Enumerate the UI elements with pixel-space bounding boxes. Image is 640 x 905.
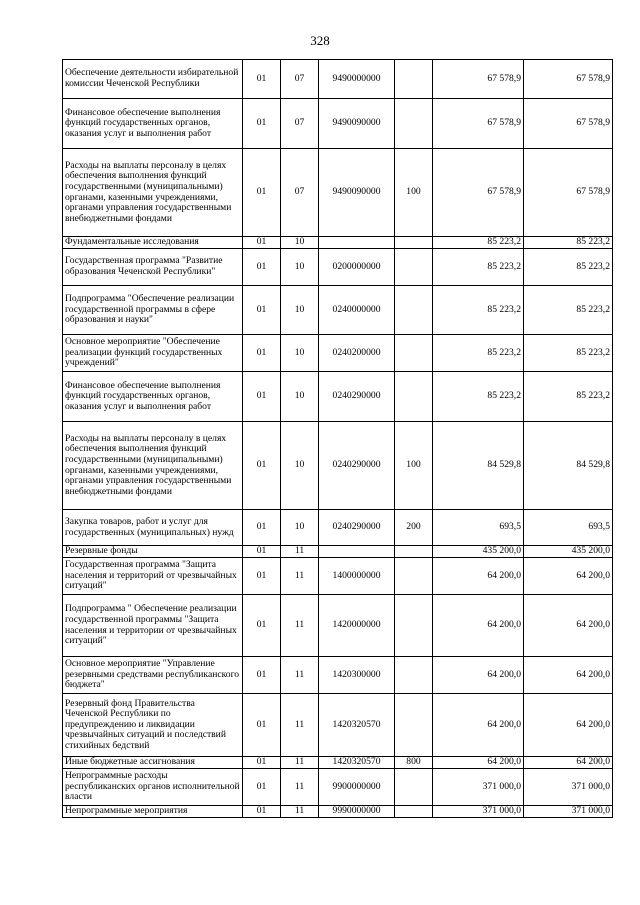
cell-amount-2: 64 200,0 <box>524 558 613 595</box>
cell-expense-type <box>395 99 433 149</box>
cell-amount-1: 64 200,0 <box>433 757 524 769</box>
cell-section: 01 <box>243 149 281 237</box>
table-row <box>63 60 613 99</box>
cell-name: Расходы на выплаты персоналу в целях обеспечения выполнения функций государственными (муниципальными) органами, казенными учреждениями, органами управления государственными внебюджетными фондами <box>63 149 243 237</box>
cell-name: Расходы на выплаты персоналу в целях обеспечения выполнения функций государственными (муниципальными) органами, казенными учреждениями, органами управления государственными внебюджетными фондами <box>63 422 243 510</box>
cell-target-article <box>319 237 395 249</box>
table-row <box>63 372 613 422</box>
page-number: 328 <box>310 33 330 48</box>
cell-expense-type: 100 <box>395 422 433 510</box>
table-row <box>63 149 613 237</box>
table-row <box>63 249 613 286</box>
cell-amount-2: 85 223,2 <box>524 249 613 286</box>
cell-name: Основное мероприятие "Обеспечение реализации функций государственных учреждений" <box>63 335 243 372</box>
table-row <box>63 558 613 595</box>
cell-amount-2: 67 578,9 <box>524 60 613 99</box>
cell-amount-2: 64 200,0 <box>524 694 613 757</box>
cell-name: Непрограммные расходы республиканских органов исполнительной власти <box>63 769 243 806</box>
cell-section: 01 <box>243 510 281 546</box>
cell-target-article: 1420320570 <box>319 694 395 757</box>
cell-target-article: 9490090000 <box>319 149 395 237</box>
cell-amount-2: 85 223,2 <box>524 286 613 335</box>
cell-subsection: 11 <box>281 558 319 595</box>
cell-expense-type <box>395 806 433 818</box>
cell-subsection: 10 <box>281 422 319 510</box>
cell-subsection: 10 <box>281 249 319 286</box>
cell-name: Закупка товаров, работ и услуг для государственных (муниципальных) нужд <box>63 510 243 546</box>
cell-amount-1: 371 000,0 <box>433 769 524 806</box>
cell-section: 01 <box>243 546 281 558</box>
cell-name: Обеспечение деятельности избирательной комиссии Чеченской Республики <box>63 60 243 99</box>
cell-amount-2: 371 000,0 <box>524 806 613 818</box>
cell-subsection: 11 <box>281 657 319 694</box>
table-row <box>63 657 613 694</box>
cell-section: 01 <box>243 372 281 422</box>
cell-section: 01 <box>243 558 281 595</box>
cell-amount-1: 64 200,0 <box>433 694 524 757</box>
cell-name: Непрограммные мероприятия <box>63 806 243 818</box>
cell-target-article: 0240290000 <box>319 510 395 546</box>
cell-expense-type <box>395 60 433 99</box>
cell-amount-2: 435 200,0 <box>524 546 613 558</box>
cell-target-article: 0200000000 <box>319 249 395 286</box>
cell-amount-2: 64 200,0 <box>524 595 613 657</box>
budget-table <box>62 59 613 818</box>
cell-subsection: 11 <box>281 769 319 806</box>
table-row <box>63 99 613 149</box>
cell-expense-type <box>395 335 433 372</box>
cell-subsection: 07 <box>281 149 319 237</box>
cell-target-article <box>319 546 395 558</box>
cell-section: 01 <box>243 60 281 99</box>
cell-section: 01 <box>243 99 281 149</box>
cell-expense-type <box>395 558 433 595</box>
cell-amount-1: 85 223,2 <box>433 249 524 286</box>
cell-section: 01 <box>243 657 281 694</box>
cell-amount-2: 84 529,8 <box>524 422 613 510</box>
cell-amount-2: 67 578,9 <box>524 99 613 149</box>
cell-expense-type <box>395 657 433 694</box>
cell-name: Финансовое обеспечение выполнения функций государственных органов, оказания услуг и выполнения работ <box>63 99 243 149</box>
cell-amount-1: 371 000,0 <box>433 806 524 818</box>
cell-subsection: 11 <box>281 694 319 757</box>
cell-subsection: 11 <box>281 595 319 657</box>
cell-section: 01 <box>243 757 281 769</box>
cell-subsection: 07 <box>281 99 319 149</box>
cell-amount-1: 85 223,2 <box>433 372 524 422</box>
table-row <box>63 335 613 372</box>
cell-name: Подпрограмма " Обеспечение реализации государственной программы "Защита населения и территории от чрезвычайных ситуаций" <box>63 595 243 657</box>
table-row <box>63 286 613 335</box>
cell-amount-1: 85 223,2 <box>433 286 524 335</box>
cell-section: 01 <box>243 286 281 335</box>
cell-amount-1: 435 200,0 <box>433 546 524 558</box>
cell-amount-2: 693,5 <box>524 510 613 546</box>
cell-amount-1: 64 200,0 <box>433 558 524 595</box>
cell-subsection: 10 <box>281 510 319 546</box>
table-row <box>63 510 613 546</box>
cell-subsection: 11 <box>281 757 319 769</box>
cell-target-article: 0240290000 <box>319 422 395 510</box>
cell-expense-type <box>395 694 433 757</box>
cell-subsection: 10 <box>281 286 319 335</box>
cell-amount-1: 64 200,0 <box>433 657 524 694</box>
cell-amount-1: 85 223,2 <box>433 335 524 372</box>
cell-subsection: 10 <box>281 372 319 422</box>
cell-amount-1: 64 200,0 <box>433 595 524 657</box>
cell-section: 01 <box>243 335 281 372</box>
cell-expense-type <box>395 286 433 335</box>
cell-section: 01 <box>243 769 281 806</box>
cell-section: 01 <box>243 249 281 286</box>
table-row <box>63 595 613 657</box>
cell-amount-2: 67 578,9 <box>524 149 613 237</box>
table-row <box>63 806 613 818</box>
table-row <box>63 694 613 757</box>
cell-name: Резервный фонд Правительства Чеченской Республики по предупреждению и ликвидации чрезвычайных ситуаций и последствий стихийных бедствий <box>63 694 243 757</box>
cell-section: 01 <box>243 422 281 510</box>
cell-expense-type <box>395 546 433 558</box>
cell-subsection: 11 <box>281 806 319 818</box>
cell-name: Государственная программа "Защита населения и территорий от чрезвычайных ситуаций" <box>63 558 243 595</box>
table-row <box>63 237 613 249</box>
cell-subsection: 11 <box>281 546 319 558</box>
cell-target-article: 1420320570 <box>319 757 395 769</box>
cell-amount-2: 85 223,2 <box>524 335 613 372</box>
cell-amount-1: 84 529,8 <box>433 422 524 510</box>
cell-name: Подпрограмма "Обеспечение реализации государственной программы в сфере образования и науки" <box>63 286 243 335</box>
cell-section: 01 <box>243 694 281 757</box>
cell-target-article: 9490000000 <box>319 60 395 99</box>
table-row <box>63 757 613 769</box>
cell-expense-type <box>395 237 433 249</box>
cell-expense-type <box>395 249 433 286</box>
cell-section: 01 <box>243 806 281 818</box>
cell-amount-1: 693,5 <box>433 510 524 546</box>
cell-amount-1: 67 578,9 <box>433 99 524 149</box>
cell-target-article: 9900000000 <box>319 769 395 806</box>
cell-target-article: 1420000000 <box>319 595 395 657</box>
cell-amount-2: 85 223,2 <box>524 372 613 422</box>
cell-amount-2: 85 223,2 <box>524 237 613 249</box>
cell-amount-2: 371 000,0 <box>524 769 613 806</box>
cell-target-article: 0240290000 <box>319 372 395 422</box>
table-row <box>63 422 613 510</box>
cell-name: Основное мероприятие "Управление резервными средствами республиканского бюджета" <box>63 657 243 694</box>
cell-subsection: 07 <box>281 60 319 99</box>
cell-section: 01 <box>243 237 281 249</box>
cell-name: Фундаментальные исследования <box>63 237 243 249</box>
cell-amount-2: 64 200,0 <box>524 657 613 694</box>
cell-amount-2: 64 200,0 <box>524 757 613 769</box>
cell-expense-type: 100 <box>395 149 433 237</box>
cell-amount-1: 67 578,9 <box>433 60 524 99</box>
cell-subsection: 10 <box>281 237 319 249</box>
cell-name: Резервные фонды <box>63 546 243 558</box>
cell-section: 01 <box>243 595 281 657</box>
table-row <box>63 769 613 806</box>
cell-expense-type: 200 <box>395 510 433 546</box>
cell-expense-type <box>395 769 433 806</box>
cell-expense-type <box>395 595 433 657</box>
cell-target-article: 1400000000 <box>319 558 395 595</box>
cell-target-article: 9990000000 <box>319 806 395 818</box>
cell-subsection: 10 <box>281 335 319 372</box>
cell-target-article: 1420300000 <box>319 657 395 694</box>
cell-name: Иные бюджетные ассигнования <box>63 757 243 769</box>
cell-target-article: 0240200000 <box>319 335 395 372</box>
cell-target-article: 0240000000 <box>319 286 395 335</box>
cell-name: Финансовое обеспечение выполнения функций государственных органов, оказания услуг и выполнения работ <box>63 372 243 422</box>
table-row <box>63 546 613 558</box>
cell-name: Государственная программа "Развитие образования Чеченской Республики" <box>63 249 243 286</box>
cell-expense-type: 800 <box>395 757 433 769</box>
cell-target-article: 9490090000 <box>319 99 395 149</box>
cell-amount-1: 67 578,9 <box>433 149 524 237</box>
cell-expense-type <box>395 372 433 422</box>
cell-amount-1: 85 223,2 <box>433 237 524 249</box>
